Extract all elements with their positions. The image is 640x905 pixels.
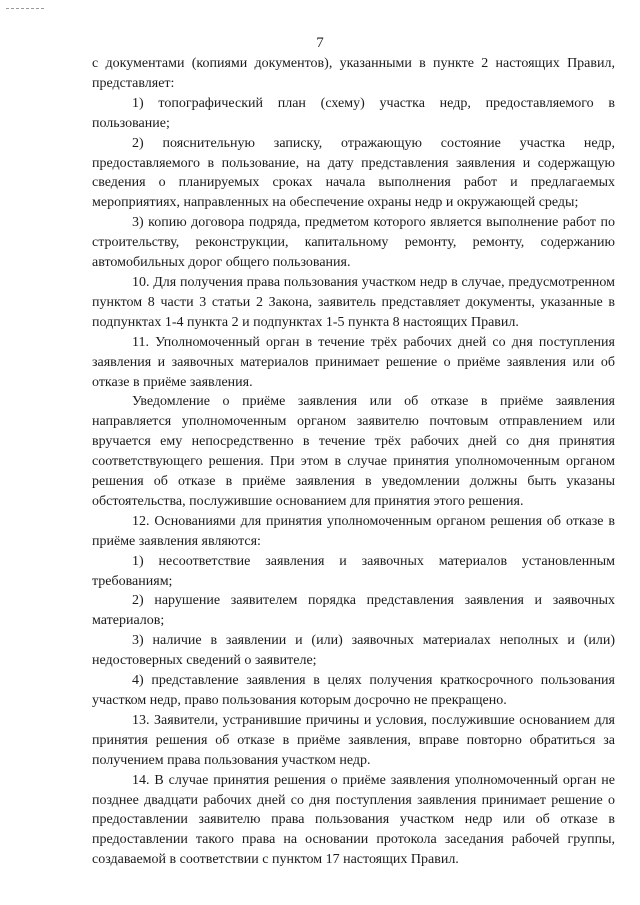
- paragraph-ground-3: 3) наличие в заявлении и (или) заявочных материалах неполных и (или) недостоверных сведений о заявителе;: [92, 633, 615, 669]
- paragraph-clause-14: 14. В случае принятия решения о приёме заявления уполномоченный орган не позднее двадцати рабочих дней со дня поступления заявления принимает решение о предоставлении заявителю права пользования участком недр или об отказе в предоставлении такого права на основании протокола заседания рабочей группы, создаваемой в соответствии с пунктом 17 настоящих Правил.: [92, 772, 615, 868]
- paragraph-clause-13: 13. Заявители, устранившие причины и условия, послужившие основанием для принятия решения об отказе в приёме заявления, вправе повторно обратиться за получением права пользования участком недр.: [92, 712, 615, 768]
- paragraph-ground-4: 4) представление заявления в целях получения краткосрочного пользования участком недр, право пользования которым досрочно не прекращено.: [92, 673, 615, 708]
- scan-edge-mark: [6, 8, 44, 9]
- paragraph-notification: Уведомление о приёме заявления или об отказе в приёме заявления направляется уполномоченным органом заявителю почтовым отправлением или вручается ему непосредственно в течение трёх рабочих дней со дня принятия соответствующего решения. При этом в случае принятия уполномоченным органом решения об отказе в приёме заявления в уведомлении должны быть указаны обстоятельства, послужившие основанием для принятия этого решения.: [92, 394, 615, 509]
- paragraph-item-3: 3) копию договора подряда, предметом которого является выполнение работ по строительству, реконструкции, капитальному ремонту, ремонту, содержанию автомобильных дорог общего пользования.: [92, 215, 615, 271]
- paragraph-clause-12: 12. Основаниями для принятия уполномоченным органом решения об отказе в приёме заявления являются:: [92, 513, 615, 549]
- paragraph-ground-2: 2) нарушение заявителем порядка представления заявления и заявочных материалов;: [92, 593, 615, 629]
- paragraph-continuation: с документами (копиями документов), указанными в пункте 2 настоящих Правил, представляет:: [92, 56, 615, 91]
- page-number: 7: [316, 35, 324, 51]
- paragraph-clause-10: 10. Для получения права пользования участком недр в случае, предусмотренном пунктом 8 части 3 статьи 2 Закона, заявитель представляет документы, указанные в подпунктах 1-4 пункта 2 и подпунктах 1-5 пункта 8 настоящих Правил.: [92, 274, 615, 330]
- document-body: [92, 54, 615, 870]
- paragraph-item-2: 2) пояснительную записку, отражающую состояние участка недр, предоставляемого в пользование, на дату представления заявления и содержащую сведения о планируемых сроках начала выполнения работ и предлагаемых мероприятиях, направленных на обеспечение охраны недр и окружающей среды;: [92, 135, 615, 211]
- paragraph-ground-1: 1) несоответствие заявления и заявочных материалов установленным требованиям;: [92, 553, 615, 589]
- paragraph-clause-11: 11. Уполномоченный орган в течение трёх рабочих дней со дня поступления заявления и заявочных материалов принимает решение о приёме заявления или об отказе в приёме заявления.: [92, 334, 615, 390]
- paragraph-item-1: 1) топографический план (схему) участка недр, предоставляемого в пользование;: [92, 95, 615, 131]
